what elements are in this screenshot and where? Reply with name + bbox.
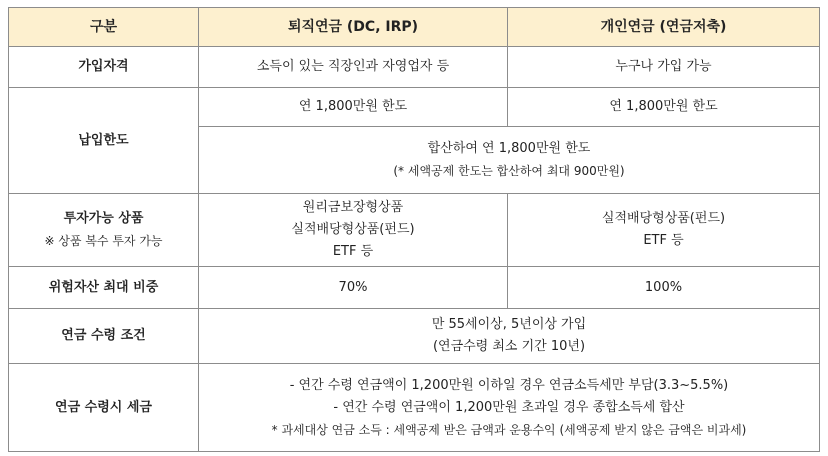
eligibility-label: 가입자격 (9, 47, 199, 88)
pension-tax-row (9, 364, 820, 452)
pension-condition-row (9, 309, 820, 364)
products-personal-item: ETF 등 (643, 233, 684, 248)
limit-label: 납입한도 (9, 88, 199, 194)
limit-combined-note: (* 세액공제 한도는 합산하여 최대 900만원) (393, 164, 625, 178)
products-dc-item: 원리금보장형상품 (302, 200, 404, 215)
pension-condition-line1: 만 55세이상, 5년이상 가입 (431, 317, 587, 332)
eligibility-row (9, 47, 820, 88)
pension-tax-line2: - 연간 수령 연금액이 1,200만원 초과일 경우 종합소득세 합산 (333, 399, 685, 415)
limit-combined-cell (199, 127, 820, 194)
pension-tax-cell (199, 364, 820, 452)
risk-row (9, 267, 820, 309)
risk-dc: 70% (199, 267, 508, 309)
products-personal-item: 실적배당형상품(펀드) (601, 211, 726, 226)
header-category: 구분 (9, 8, 199, 47)
pension-condition-label: 연금 수령 조건 (9, 309, 199, 364)
products-dc-cell (199, 194, 508, 267)
products-label-note: ※ 상품 복수 투자 가능 (44, 234, 163, 248)
header-row (9, 8, 820, 47)
products-personal-cell (508, 194, 820, 267)
risk-label: 위험자산 최대 비중 (9, 267, 199, 309)
limit-row (9, 88, 820, 127)
pension-tax-line1: - 연간 수령 연금액이 1,200만원 이하일 경우 연금소득세만 부담(3.3~5.5%) (289, 377, 729, 393)
header-retirement-pension: 퇴직연금 (DC, IRP) (199, 8, 508, 47)
eligibility-personal: 누구나 가입 가능 (508, 47, 820, 88)
risk-personal: 100% (508, 267, 820, 309)
products-label-cell (9, 194, 199, 267)
products-dc-item: ETF 등 (332, 244, 374, 259)
pension-condition-cell (199, 309, 820, 364)
pension-comparison-table (8, 7, 820, 452)
products-dc-item: 실적배당형상품(펀드) (291, 222, 415, 237)
header-personal-pension: 개인연금 (연금저축) (508, 8, 820, 47)
eligibility-dc: 소득이 있는 직장인과 자영업자 등 (199, 47, 508, 88)
pension-tax-note: * 과세대상 연금 소득 : 세액공제 받은 금액과 운용수익 (세액공제 받지 않은 금액은 비과세) (271, 422, 747, 437)
pension-condition-line2: (연금수령 최소 기간 10년) (432, 339, 586, 354)
limit-dc: 연 1,800만원 한도 (199, 88, 508, 127)
products-label: 투자가능 상품 (63, 211, 144, 226)
products-row (9, 194, 820, 267)
limit-combined-text: 합산하여 연 1,800만원 한도 (427, 141, 591, 156)
limit-personal: 연 1,800만원 한도 (508, 88, 820, 127)
pension-tax-label: 연금 수령시 세금 (9, 364, 199, 452)
